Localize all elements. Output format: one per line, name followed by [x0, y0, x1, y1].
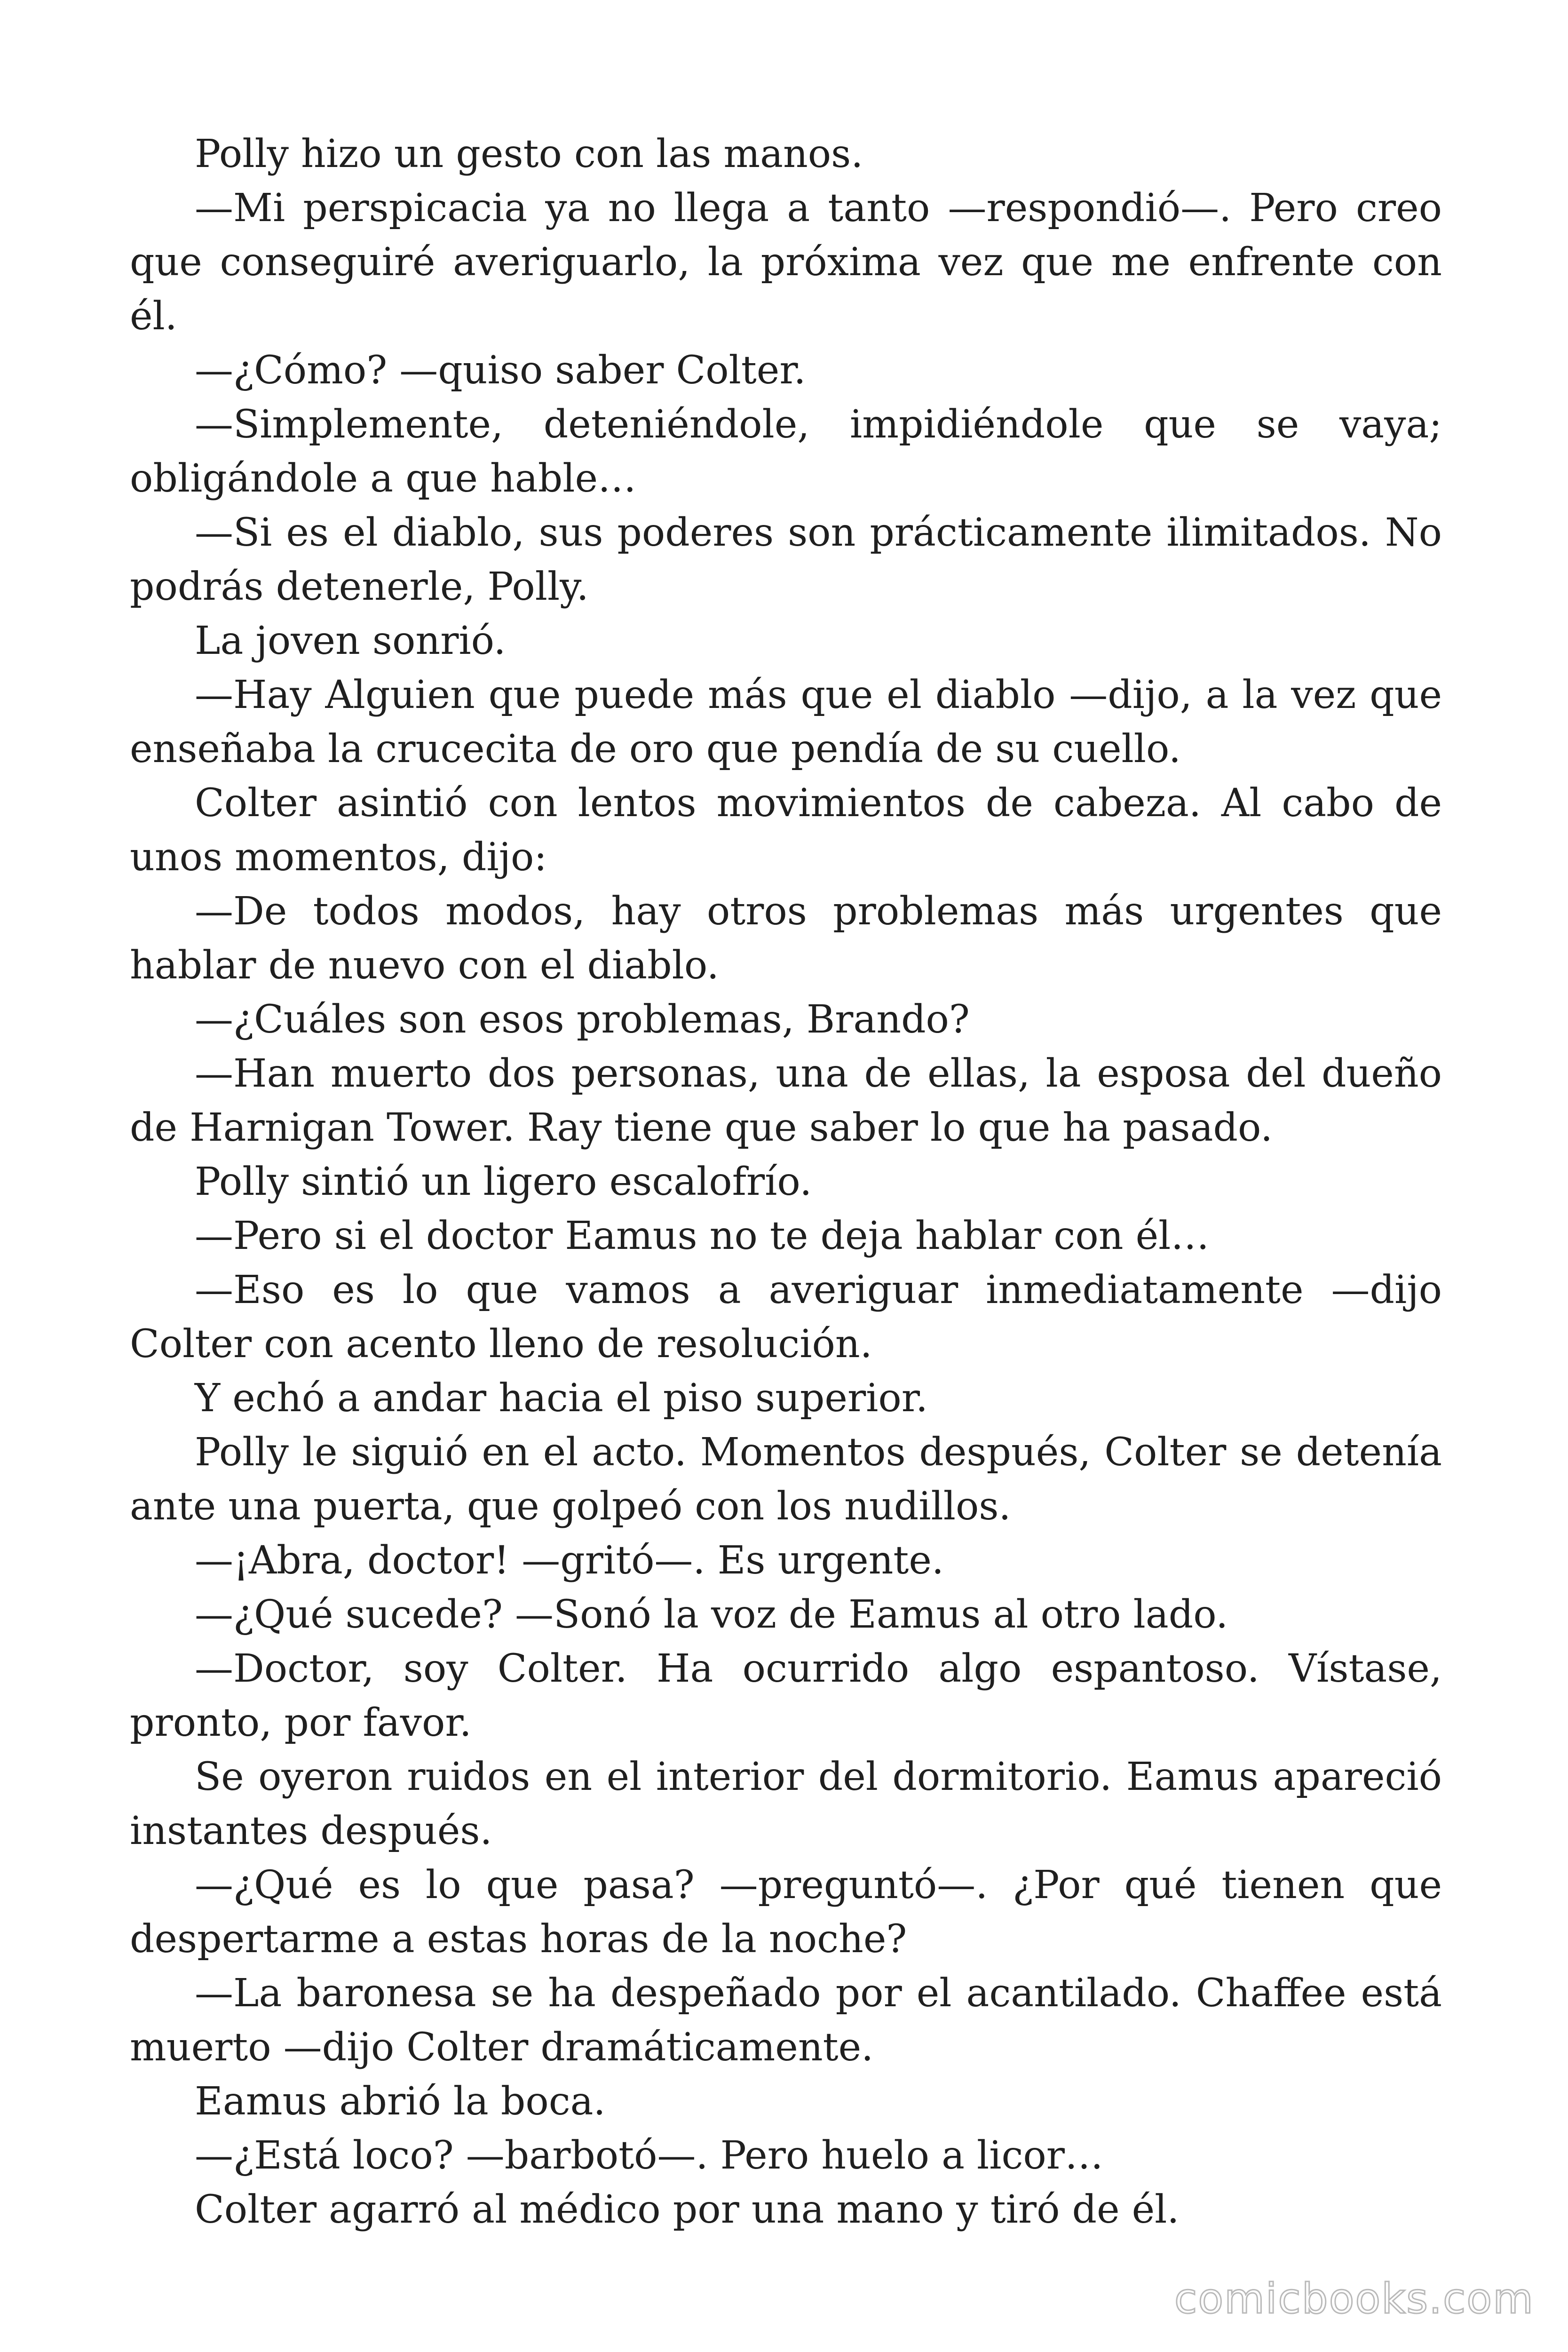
- paragraph: —¿Está loco? —barbotó—. Pero huelo a licor…: [195, 2133, 1103, 2178]
- paragraph: Colter asintió con lentos movimientos de cabeza. Al cabo de unos momentos, dijo:: [130, 781, 1442, 880]
- paragraph: —Si es el diablo, sus poderes son prácticamente ilimitados. No podrás detenerle, Polly.: [130, 510, 1442, 609]
- paragraph: Y echó a andar hacia el piso superior.: [195, 1376, 928, 1421]
- paragraph: —Mi perspicacia ya no llega a tanto —respondió—. Pero creo que conseguiré averiguarlo, la próxima vez que me enfrente con él.: [130, 186, 1442, 339]
- paragraph: —Eso es lo que vamos a averiguar inmediatamente —dijo Colter con acento lleno de resolución.: [130, 1268, 1442, 1367]
- paragraph: Eamus abrió la boca.: [195, 2079, 606, 2124]
- paragraph: La joven sonrió.: [195, 619, 506, 663]
- paragraph: —Doctor, soy Colter. Ha ocurrido algo espantoso. Vístase, pronto, por favor.: [130, 1646, 1442, 1745]
- paragraph: —Han muerto dos personas, una de ellas, la esposa del dueño de Harnigan Tower. Ray tiene que saber lo que ha pasado.: [130, 1051, 1442, 1150]
- paragraph: Polly hizo un gesto con las manos.: [195, 132, 863, 176]
- paragraph: —¿Cuáles son esos problemas, Brando?: [195, 997, 970, 1042]
- paragraph: —La baronesa se ha despeñado por el acantilado. Chaffee está muerto —dijo Colter dramáticamente.: [130, 1971, 1442, 2070]
- watermark: comicbooks.com: [1174, 2274, 1534, 2323]
- paragraph: —Simplemente, deteniéndole, impidiéndole que se vaya; obligándole a que hable…: [130, 402, 1442, 501]
- paragraph: Colter agarró al médico por una mano y tiró de él.: [195, 2187, 1180, 2232]
- paragraph: Polly sintió un ligero escalofrío.: [195, 1160, 812, 1204]
- paragraph: —¿Cómo? —quiso saber Colter.: [195, 348, 806, 393]
- paragraph: Polly le siguió en el acto. Momentos después, Colter se detenía ante una puerta, que golpeó con los nudillos.: [130, 1430, 1442, 1529]
- paragraph: —De todos modos, hay otros problemas más urgentes que hablar de nuevo con el diablo.: [130, 889, 1442, 988]
- page-body: [130, 127, 1442, 2237]
- paragraph: Se oyeron ruidos en el interior del dormitorio. Eamus apareció instantes después.: [130, 1755, 1442, 1853]
- paragraph: —Pero si el doctor Eamus no te deja hablar con él…: [195, 1214, 1210, 1258]
- paragraph: —Hay Alguien que puede más que el diablo —dijo, a la vez que enseñaba la crucecita de oro que pendía de su cuello.: [130, 673, 1442, 771]
- paragraph: —¿Qué sucede? —Sonó la voz de Eamus al otro lado.: [195, 1592, 1228, 1637]
- paragraph: —¿Qué es lo que pasa? —preguntó—. ¿Por qué tienen que despertarme a estas horas de la noche?: [130, 1863, 1442, 1962]
- paragraph: —¡Abra, doctor! —gritó—. Es urgente.: [195, 1538, 944, 1583]
